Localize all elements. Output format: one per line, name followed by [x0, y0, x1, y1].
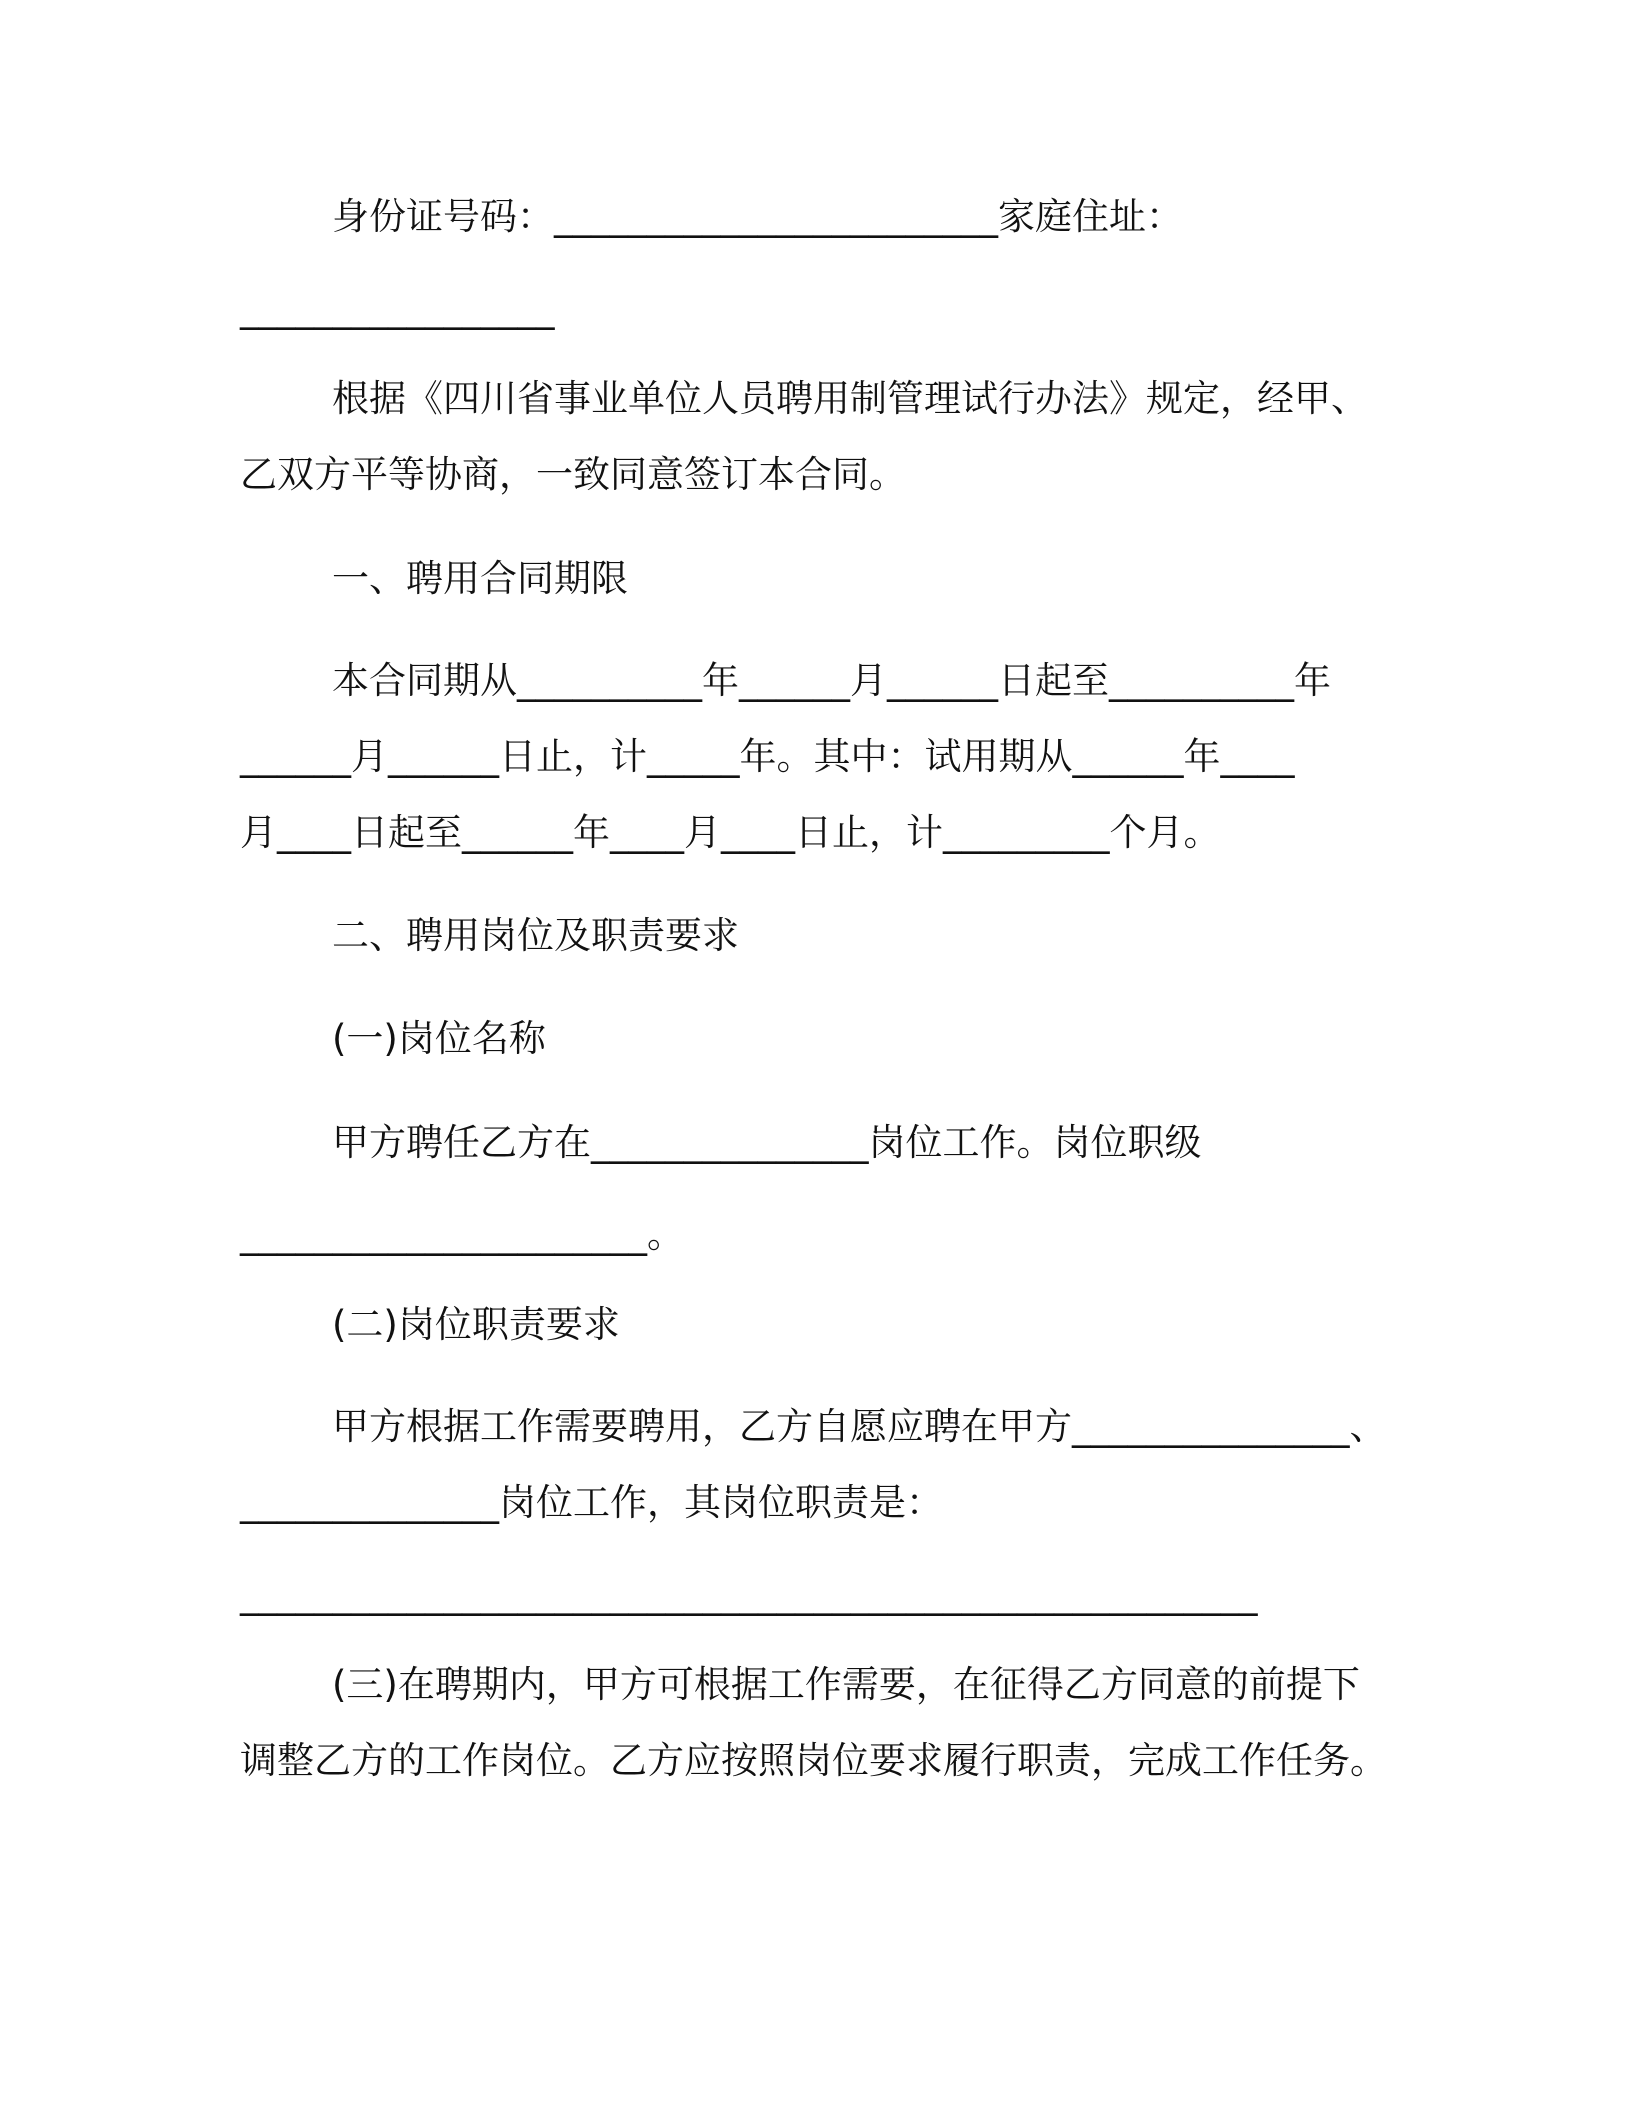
position-name-line-2: ______________________。 [240, 1213, 684, 1256]
subheading-position-name: (一)岗位名称 [332, 1017, 546, 1060]
adjustment-paragraph-line-1: (三)在聘期内，甲方可根据工作需要，在征得乙方同意的前提下 [332, 1663, 1360, 1706]
legal-basis-paragraph-line-1: 根据《四川省事业单位人员聘用制管理试行办法》规定，经甲、 [332, 377, 1368, 420]
duty-requirements-line-2: ______________岗位工作，其岗位职责是： [240, 1481, 943, 1524]
subheading-duty-requirements: (二)岗位职责要求 [332, 1303, 620, 1346]
adjustment-paragraph-line-2: 调整乙方的工作岗位。乙方应按照岗位要求履行职责，完成工作任务。 [240, 1739, 1387, 1782]
contract-term-line-3: 月____日起至______年____月____日止，计_________个月。 [240, 811, 1221, 854]
legal-basis-paragraph-line-2: 乙双方平等协商，一致同意签订本合同。 [240, 453, 906, 496]
duty-requirements-line-1: 甲方根据工作需要聘用，乙方自愿应聘在甲方_______________、 [332, 1405, 1387, 1448]
address-blank-line: _________________ [240, 287, 555, 330]
section-heading-position-duties: 二、聘用岗位及职责要求 [332, 914, 739, 957]
duty-requirements-blank-line: _______________________________________________________ [240, 1573, 1258, 1616]
section-heading-contract-term: 一、聘用合同期限 [332, 557, 628, 600]
id-number-address-line: 身份证号码：________________________家庭住址： [332, 195, 1183, 238]
contract-term-line-2: ______月______日止，计_____年。其中：试用期从______年____ [240, 735, 1295, 778]
position-name-line-1: 甲方聘任乙方在_______________岗位工作。岗位职级 [332, 1121, 1202, 1164]
contract-term-line-1: 本合同期从__________年______月______日起至__________年 [332, 659, 1331, 702]
